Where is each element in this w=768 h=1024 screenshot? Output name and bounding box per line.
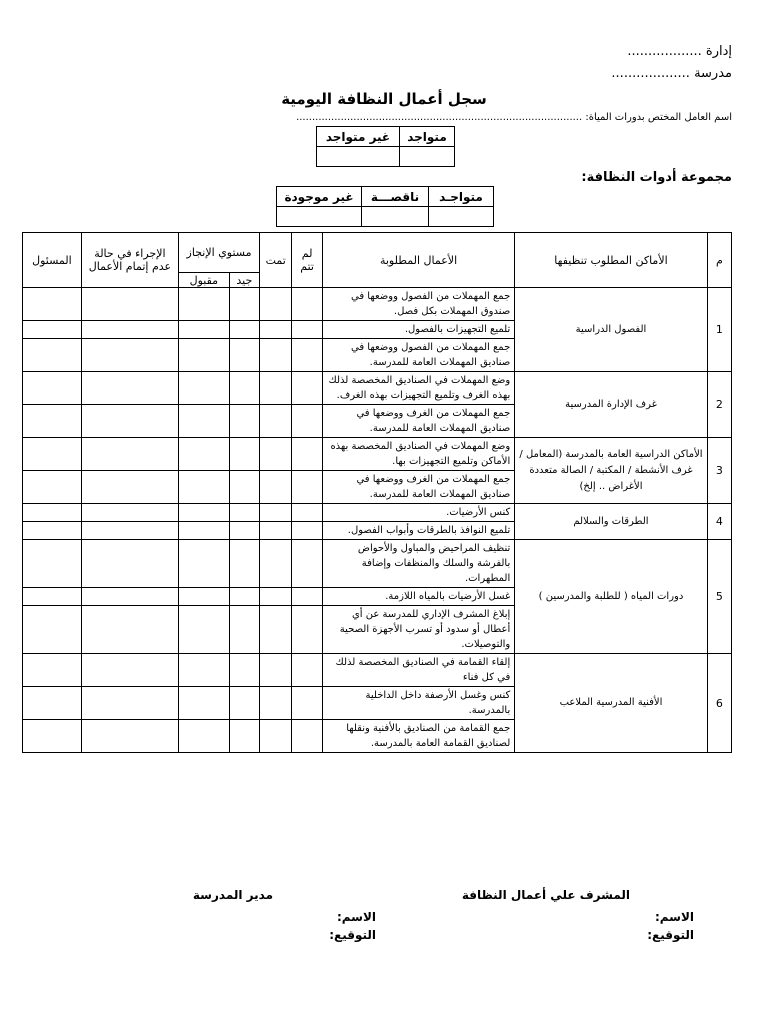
- acceptable-cell[interactable]: [179, 522, 230, 540]
- col-action: الإجراء في حالة عدم إتمام الأعمال: [81, 233, 178, 288]
- tools-lacking-cell[interactable]: [362, 207, 429, 227]
- supervisor-sign-label[interactable]: التوقيع:: [647, 928, 694, 942]
- good-cell[interactable]: [229, 687, 259, 720]
- task-cell: جمع المهملات من الفصول ووضعها في صندوق المهملات بكل فصل.: [322, 288, 514, 321]
- acceptable-cell[interactable]: [179, 687, 230, 720]
- responsible-cell[interactable]: [23, 522, 82, 540]
- done-cell[interactable]: [260, 720, 292, 753]
- good-cell[interactable]: [229, 471, 259, 504]
- col-not-done: لم تتم: [292, 233, 322, 288]
- place-cell: دورات المياه ( للطلبة والمدرسين ): [515, 540, 707, 654]
- task-cell: تلميع النوافذ بالطرقات وأبواب الفصول.: [322, 522, 514, 540]
- supervisor-name-label[interactable]: الاسم:: [654, 910, 694, 924]
- done-cell[interactable]: [260, 687, 292, 720]
- place-cell: الأفنية المدرسية الملاعب: [515, 654, 707, 753]
- done-cell[interactable]: [260, 540, 292, 588]
- not-done-cell[interactable]: [292, 540, 322, 588]
- tools-table: [276, 186, 494, 227]
- action-cell[interactable]: [81, 606, 178, 654]
- col-places: الأماكن المطلوب تنظيفها: [515, 233, 707, 288]
- present-header: متواجد: [400, 127, 455, 147]
- col-tasks: الأعمال المطلوبة: [322, 233, 514, 288]
- admin-line: إدارة ..................: [627, 44, 732, 59]
- task-cell: جمع المهملات من الغرف ووضعها في صناديق المهملات العامة للمدرسة.: [322, 405, 514, 438]
- col-responsible: المسئول: [23, 233, 82, 288]
- not-done-cell[interactable]: [292, 288, 322, 321]
- good-cell[interactable]: [229, 504, 259, 522]
- done-cell[interactable]: [260, 405, 292, 438]
- worker-name-field[interactable]: اسم العامل المختص بدورات المياة: ..........................................................................................: [296, 112, 732, 123]
- done-cell[interactable]: [260, 606, 292, 654]
- acceptable-cell[interactable]: [179, 540, 230, 588]
- task-cell: إبلاغ المشرف الإداري للمدرسة عن أي أعطال أو سدود أو تسرب الأجهزة الصحية والتوصيلات.: [322, 606, 514, 654]
- responsible-cell[interactable]: [23, 504, 82, 522]
- worker-presence-table: [316, 126, 455, 167]
- acceptable-cell[interactable]: [179, 471, 230, 504]
- action-cell[interactable]: [81, 438, 178, 471]
- good-cell[interactable]: [229, 606, 259, 654]
- good-cell[interactable]: [229, 522, 259, 540]
- acceptable-cell[interactable]: [179, 288, 230, 321]
- school-line: مدرسة ...................: [611, 66, 732, 81]
- tools-title: مجموعة أدوات النظافة:: [581, 170, 732, 185]
- action-cell[interactable]: [81, 720, 178, 753]
- not-done-cell[interactable]: [292, 471, 322, 504]
- table-row: [23, 654, 732, 687]
- table-row: [23, 540, 732, 588]
- not-done-cell[interactable]: [292, 606, 322, 654]
- principal-label: مدير المدرسة: [192, 888, 273, 902]
- good-cell[interactable]: [229, 405, 259, 438]
- task-cell: وضع المهملات في الصناديق المخصصة لذلك بهذه الغرف وتلميع التجهيزات بهذه الغرف.: [322, 372, 514, 405]
- done-cell[interactable]: [260, 588, 292, 606]
- done-cell[interactable]: [260, 372, 292, 405]
- acceptable-cell[interactable]: [179, 654, 230, 687]
- tools-present-cell[interactable]: [429, 207, 494, 227]
- done-cell[interactable]: [260, 339, 292, 372]
- table-row: [23, 372, 732, 405]
- done-cell[interactable]: [260, 654, 292, 687]
- good-cell[interactable]: [229, 339, 259, 372]
- col-done: تمت: [260, 233, 292, 288]
- not-done-cell[interactable]: [292, 438, 322, 471]
- responsible-cell[interactable]: [23, 288, 82, 321]
- tools-missing-header: غير موجودة: [277, 187, 362, 207]
- done-cell[interactable]: [260, 288, 292, 321]
- task-cell: تنظيف المراحيض والمباول والأحواض بالفرشة والسلك والمنظفات وإضافة المطهرات.: [322, 540, 514, 588]
- supervisor-label: المشرف علي أعمال النظافة: [461, 888, 630, 902]
- row-number: 3: [707, 438, 731, 504]
- not-done-cell[interactable]: [292, 504, 322, 522]
- done-cell[interactable]: [260, 522, 292, 540]
- responsible-cell[interactable]: [23, 321, 82, 339]
- absent-header: غير متواجد: [317, 127, 400, 147]
- acceptable-cell[interactable]: [179, 606, 230, 654]
- row-number: 5: [707, 540, 731, 654]
- not-done-cell[interactable]: [292, 654, 322, 687]
- acceptable-cell[interactable]: [179, 588, 230, 606]
- action-cell[interactable]: [81, 540, 178, 588]
- done-cell[interactable]: [260, 471, 292, 504]
- action-cell[interactable]: [81, 522, 178, 540]
- col-acceptable: مقبول: [179, 273, 230, 288]
- task-cell: إلقاء القمامة في الصناديق المخصصة لذلك في كل فناء: [322, 654, 514, 687]
- task-cell: وضع المهملات في الصناديق المخصصة بهذه الأماكن وتلميع التجهيزات بها.: [322, 438, 514, 471]
- not-done-cell[interactable]: [292, 339, 322, 372]
- responsible-cell[interactable]: [23, 405, 82, 438]
- row-number: 1: [707, 288, 731, 372]
- good-cell[interactable]: [229, 654, 259, 687]
- action-cell[interactable]: [81, 504, 178, 522]
- table-row: [23, 288, 732, 321]
- place-cell: الفصول الدراسية: [515, 288, 707, 372]
- task-cell: جمع القمامة من الصناديق بالأفنية ونقلها لصناديق القمامة العامة بالمدرسة.: [322, 720, 514, 753]
- done-cell[interactable]: [260, 321, 292, 339]
- task-cell: جمع المهملات من الغرف ووضعها في صناديق المهملات العامة للمدرسة.: [322, 471, 514, 504]
- responsible-cell[interactable]: [23, 540, 82, 588]
- row-number: 2: [707, 372, 731, 438]
- action-cell[interactable]: [81, 471, 178, 504]
- good-cell[interactable]: [229, 588, 259, 606]
- action-cell[interactable]: [81, 687, 178, 720]
- table-row: [23, 504, 732, 522]
- tools-lacking-header: ناقصـــة: [362, 187, 429, 207]
- principal-name-label[interactable]: الاسم:: [336, 910, 376, 924]
- task-cell: كنس الأرضيات.: [322, 504, 514, 522]
- not-done-cell[interactable]: [292, 588, 322, 606]
- responsible-cell[interactable]: [23, 471, 82, 504]
- acceptable-cell[interactable]: [179, 372, 230, 405]
- col-level: مستوي الإنجاز: [179, 233, 260, 273]
- row-number: 6: [707, 654, 731, 753]
- task-cell: تلميع التجهيزات بالفصول.: [322, 321, 514, 339]
- good-cell[interactable]: [229, 372, 259, 405]
- table-row: [23, 438, 732, 471]
- row-number: 4: [707, 504, 731, 540]
- not-done-cell[interactable]: [292, 720, 322, 753]
- acceptable-cell[interactable]: [179, 438, 230, 471]
- action-cell[interactable]: [81, 588, 178, 606]
- acceptable-cell[interactable]: [179, 720, 230, 753]
- not-done-cell[interactable]: [292, 321, 322, 339]
- task-cell: غسل الأرضيات بالمياه اللازمة.: [322, 588, 514, 606]
- acceptable-cell[interactable]: [179, 405, 230, 438]
- action-cell[interactable]: [81, 321, 178, 339]
- not-done-cell[interactable]: [292, 372, 322, 405]
- responsible-cell[interactable]: [23, 687, 82, 720]
- responsible-cell[interactable]: [23, 339, 82, 372]
- good-cell[interactable]: [229, 288, 259, 321]
- not-done-cell[interactable]: [292, 405, 322, 438]
- responsible-cell[interactable]: [23, 438, 82, 471]
- responsible-cell[interactable]: [23, 654, 82, 687]
- tools-present-header: متواجـد: [429, 187, 494, 207]
- good-cell[interactable]: [229, 438, 259, 471]
- done-cell[interactable]: [260, 504, 292, 522]
- responsible-cell[interactable]: [23, 720, 82, 753]
- done-cell[interactable]: [260, 438, 292, 471]
- cleaning-log-table: [22, 232, 732, 753]
- acceptable-cell[interactable]: [179, 504, 230, 522]
- col-num: م: [707, 233, 731, 288]
- col-good: جيد: [229, 273, 259, 288]
- task-cell: كنس وغسل الأرصفة داخل الداخلية بالمدرسة.: [322, 687, 514, 720]
- acceptable-cell[interactable]: [179, 339, 230, 372]
- not-done-cell[interactable]: [292, 522, 322, 540]
- responsible-cell[interactable]: [23, 372, 82, 405]
- action-cell[interactable]: [81, 339, 178, 372]
- place-cell: الأماكن الدراسية العامة بالمدرسة (المعامل / غرف الأنشطة / المكتبة / الصالة متعددة الأغراض .. إلخ): [515, 438, 707, 504]
- good-cell[interactable]: [229, 720, 259, 753]
- acceptable-cell[interactable]: [179, 321, 230, 339]
- action-cell[interactable]: [81, 372, 178, 405]
- action-cell[interactable]: [81, 654, 178, 687]
- good-cell[interactable]: [229, 540, 259, 588]
- place-cell: غرف الإدارة المدرسية: [515, 372, 707, 438]
- good-cell[interactable]: [229, 321, 259, 339]
- principal-sign-label[interactable]: التوقيع:: [329, 928, 376, 942]
- page-title: سجل أعمال النظافة اليومية: [281, 90, 487, 108]
- responsible-cell[interactable]: [23, 606, 82, 654]
- present-cell[interactable]: [400, 147, 455, 167]
- absent-cell[interactable]: [317, 147, 400, 167]
- task-cell: جمع المهملات من الفصول ووضعها في صناديق المهملات العامة للمدرسة.: [322, 339, 514, 372]
- action-cell[interactable]: [81, 288, 178, 321]
- action-cell[interactable]: [81, 405, 178, 438]
- not-done-cell[interactable]: [292, 687, 322, 720]
- responsible-cell[interactable]: [23, 588, 82, 606]
- place-cell: الطرقات والسلالم: [515, 504, 707, 540]
- tools-missing-cell[interactable]: [277, 207, 362, 227]
